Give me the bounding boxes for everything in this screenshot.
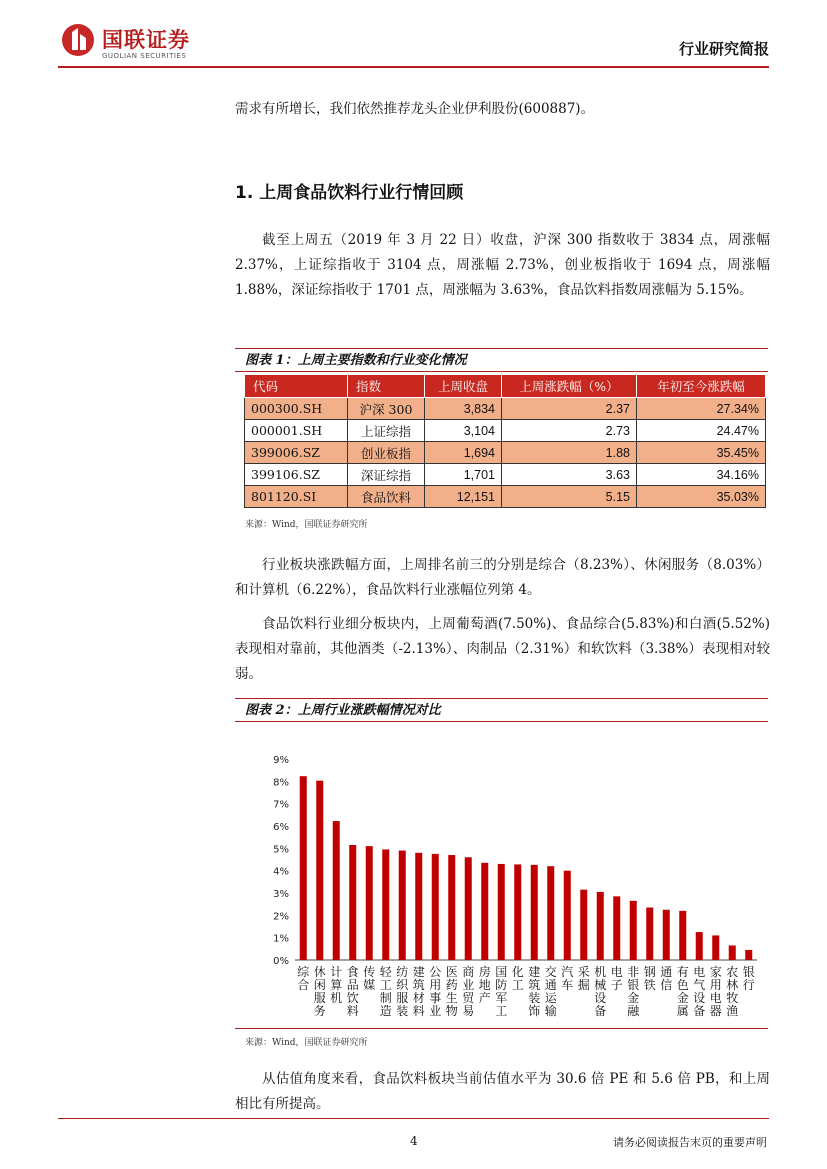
index-table <box>244 374 766 508</box>
y-tick-label: 5% <box>273 844 289 856</box>
x-tick-label: 国防军工 <box>495 965 508 1018</box>
x-tick-label: 电子 <box>610 965 623 992</box>
x-tick-label: 农林牧渔 <box>726 965 739 1018</box>
x-tick-label: 采掘 <box>577 965 590 992</box>
cell-close: 1,701 <box>425 464 502 486</box>
bar <box>531 865 538 960</box>
cell-code: 000001.SH <box>245 420 348 442</box>
cell-weekly: 2.73 <box>502 420 637 442</box>
bar <box>415 853 422 960</box>
cell-code: 399106.SZ <box>245 464 348 486</box>
y-tick-label: 9% <box>273 755 289 766</box>
x-tick-label: 计算机 <box>330 965 343 1005</box>
x-tick-label: 交通运输 <box>544 965 557 1018</box>
figure-2-container <box>235 728 768 1029</box>
table-row <box>245 486 766 508</box>
x-tick-label: 房地产 <box>478 965 491 1005</box>
x-tick-label: 银行 <box>742 965 755 992</box>
bar <box>333 821 340 960</box>
x-tick-label: 综合 <box>297 965 310 992</box>
bar <box>663 910 670 960</box>
x-tick-label: 传媒 <box>363 965 376 992</box>
cell-index: 创业板指 <box>348 442 425 464</box>
header-rule <box>58 66 769 68</box>
y-tick-label: 1% <box>273 933 289 945</box>
bar <box>514 864 521 960</box>
x-tick-label: 有色金属 <box>676 965 689 1018</box>
x-tick-label: 汽车 <box>561 965 574 992</box>
logo-mark-icon <box>60 22 96 58</box>
section-heading: 1. 上周食品饮料行业行情回顾 <box>235 183 464 203</box>
table-row <box>245 464 766 486</box>
bar <box>382 849 389 960</box>
x-tick-label: 通信 <box>660 965 673 992</box>
bar <box>745 950 752 960</box>
bar <box>564 871 571 960</box>
x-tick-label: 化工 <box>511 965 524 992</box>
cell-weekly: 2.37 <box>502 398 637 420</box>
footer-rule <box>58 1118 769 1119</box>
bar <box>630 901 637 960</box>
bar <box>316 781 323 960</box>
cell-code: 000300.SH <box>245 398 348 420</box>
cell-index: 深证综指 <box>348 464 425 486</box>
bar <box>481 863 488 960</box>
bar <box>646 908 653 960</box>
col-header-index: 指数 <box>348 375 425 398</box>
page-number: 4 <box>410 1134 418 1148</box>
cell-index: 上证综指 <box>348 420 425 442</box>
table-header-row <box>245 375 766 398</box>
intro-paragraph: 需求有所增长，我们依然推荐龙头企业伊利股份(600887)。 <box>235 101 595 117</box>
bar <box>679 911 686 960</box>
cell-code: 399006.SZ <box>245 442 348 464</box>
bar <box>300 776 307 960</box>
table-row <box>245 398 766 420</box>
valuation-paragraph: 从估值角度来看，食品饮料板块当前估值水平为 30.6 倍 PE 和 5.6 倍 PB，和上周相比有所提高。 <box>235 1071 770 1112</box>
cell-close: 3,834 <box>425 398 502 420</box>
y-tick-label: 2% <box>273 911 289 923</box>
x-tick-label: 食品饮料 <box>346 965 359 1018</box>
bar <box>498 864 505 960</box>
x-tick-label: 休闲服务 <box>313 965 326 1018</box>
bar <box>432 854 439 960</box>
cell-weekly: 3.63 <box>502 464 637 486</box>
cell-ytd: 24.47% <box>637 420 766 442</box>
cell-ytd: 34.16% <box>637 464 766 486</box>
bar <box>448 855 455 960</box>
cell-close: 3,104 <box>425 420 502 442</box>
cell-ytd: 27.34% <box>637 398 766 420</box>
col-header-weekly: 上周涨跌幅（%） <box>502 375 637 398</box>
sector-bar-chart <box>235 728 768 1028</box>
y-tick-label: 6% <box>273 822 289 833</box>
table-row <box>245 420 766 442</box>
x-tick-label: 建筑装饰 <box>528 965 541 1018</box>
col-header-close: 上周收盘 <box>425 375 502 398</box>
y-tick-label: 0% <box>273 956 289 967</box>
cell-index: 食品饮料 <box>348 486 425 508</box>
bar <box>465 857 472 960</box>
bar <box>366 846 373 960</box>
x-tick-label: 钢铁 <box>643 965 656 992</box>
x-tick-label: 公用事业 <box>429 965 442 1018</box>
col-header-ytd: 年初至今涨跌幅 <box>637 375 766 398</box>
y-tick-label: 7% <box>273 799 289 811</box>
logo-text-cn: 国联证券 <box>102 28 190 52</box>
x-tick-label: 商业贸易 <box>462 965 475 1018</box>
footer-disclaimer: 请务必阅读报告末页的重要声明 <box>613 1136 767 1149</box>
x-tick-label: 轻工制造 <box>379 965 392 1018</box>
y-tick-label: 4% <box>273 866 289 878</box>
x-tick-label: 建筑材料 <box>412 965 425 1018</box>
market-paragraph: 截至上周五（2019 年 3 月 22 日）收盘，沪深 300 指数收于 3834 点，周涨幅 2.37%，上证综指收于 3104 点，周涨幅 2.73%，创业板指收于 1694 点，周涨幅 1.88%，深证综指收于 1701 点，周涨幅为 3.63%，食品饮料指数周涨幅为 5.15%。 <box>235 232 770 298</box>
cell-close: 1,694 <box>425 442 502 464</box>
figure-2-source: 来源：Wind，国联证券研究所 <box>245 1038 368 1048</box>
cell-weekly: 5.15 <box>502 486 637 508</box>
y-tick-label: 8% <box>273 777 289 789</box>
cell-code: 801120.SI <box>245 486 348 508</box>
bar <box>349 845 356 960</box>
x-tick-label: 非银金融 <box>627 965 640 1018</box>
bar <box>597 892 604 960</box>
bar <box>547 866 554 960</box>
bar <box>729 945 736 960</box>
col-header-code: 代码 <box>245 375 348 398</box>
cell-index: 沪深 300 <box>348 398 425 420</box>
figure-2-title: 图表 2：上周行业涨跌幅情况对比 <box>235 698 768 722</box>
cell-ytd: 35.45% <box>637 442 766 464</box>
logo-text-en: GUOLIAN SECURITIES <box>102 52 187 60</box>
x-tick-label: 纺织服装 <box>396 965 409 1018</box>
bar <box>580 890 587 960</box>
company-logo <box>60 20 240 64</box>
cell-weekly: 1.88 <box>502 442 637 464</box>
figure-1-source: 来源：Wind，国联证券研究所 <box>245 520 368 530</box>
bar <box>712 935 719 960</box>
cell-ytd: 35.03% <box>637 486 766 508</box>
document-type: 行业研究简报 <box>678 40 769 58</box>
bar <box>696 932 703 960</box>
y-tick-label: 3% <box>273 889 289 900</box>
bar <box>613 896 620 960</box>
x-tick-label: 医药生物 <box>445 965 458 1018</box>
x-tick-label: 电气设备 <box>693 965 706 1018</box>
figure-1-title: 图表 1：上周主要指数和行业变化情况 <box>235 348 768 372</box>
cell-close: 12,151 <box>425 486 502 508</box>
x-tick-label: 家用电器 <box>709 965 722 1018</box>
bar <box>399 851 406 960</box>
table-row <box>245 442 766 464</box>
x-tick-label: 机械设备 <box>594 965 607 1018</box>
subsector-paragraph: 食品饮料行业细分板块内，上周葡萄酒(7.50%)、食品综合(5.83%)和白酒(5.52%)表现相对靠前，其他酒类（-2.13%）、肉制品（2.31%）和软饮料（3.38%）表现相对较弱。 <box>235 616 770 682</box>
sector-paragraph: 行业板块涨跌幅方面，上周排名前三的分别是综合（8.23%）、休闲服务（8.03%）和计算机（6.22%），食品饮料行业涨幅位列第 4。 <box>235 557 770 598</box>
